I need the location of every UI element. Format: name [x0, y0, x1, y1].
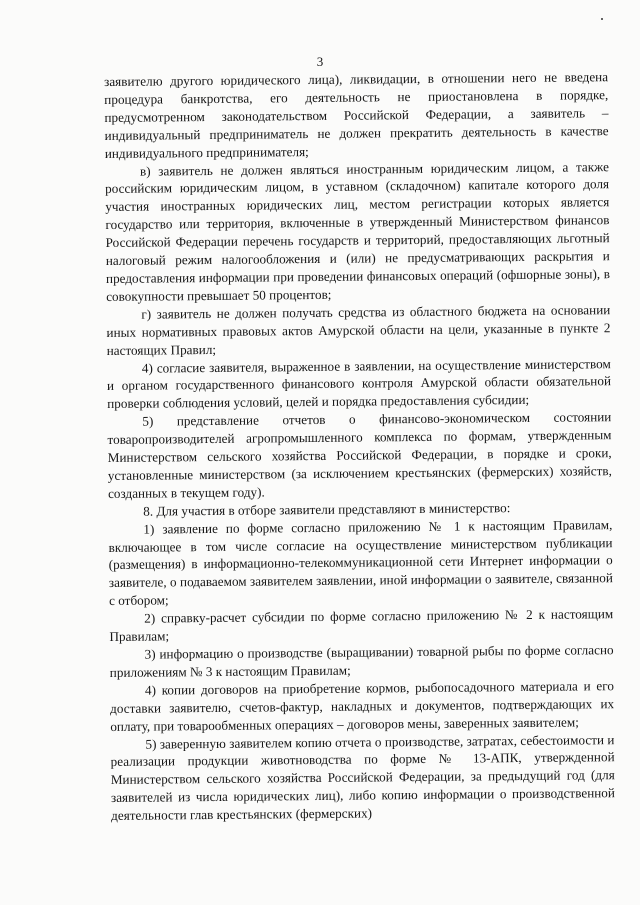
paragraph-g-budget-funds: г) заявитель не должен получать средства из областного бюджета на основании иных нормативных правовых актов Амурской области на цели, указанные в пункте 2 настоящих Правил;	[106, 301, 611, 358]
paragraph-8-heading: 8. Для участия в отборе заявители представляют в министерство:	[143, 499, 511, 519]
paragraph-continuation: заявителю другого юридического лица), ликвидации, в отношении него не введена процедура банкротства, его деятельность не приостановлена в порядке, предусмотренном законодательством Российской Федерации, а заявитель – индивидуальный предприниматель не должен прекратить деятельность в качестве индивидуального предпринимателя;	[104, 69, 609, 161]
paragraph-8-4-contracts: 4) копии договоров на приобретение кормов, рыбопосадочного материала и его доставки заявителю, счетов-фактур, накладных и документов, подтверждающих их оплату, при товарообменных операциях – договоров мены, заверенных заявителем;	[110, 677, 615, 734]
paragraph-8-3-fish-info: 3) информацию о производстве (выращивании) товарной рыбы по форме согласно приложениям № 3 к настоящим Правилам;	[109, 642, 614, 680]
paragraph-4-consent: 4) согласие заявителя, выраженное в заявлении, на осуществление министерством и органом государственного финансового контроля Амурской области обязательной проверки соблюдения условий, целей и порядка предоставления субсидии;	[106, 355, 612, 412]
paragraph-5-reports: 5) представление отчетов о финансово-экономическом состоянии товаропроизводителей агропромышленного комплекса по формам, утвержденным Министерством сельского хозяйства Российской Федерации, в порядке и сроки, установленные министерством (за исключением крестьянских (фермерских) хозяйств, созданных в текущем году).	[107, 409, 612, 501]
paragraph-8-2-calculation: 2) справку-расчет субсидии по форме согласно приложению № 2 к настоящим Правилам;	[109, 606, 614, 645]
paragraph-v-foreign-entity: в) заявитель не должен являться иностранным юридическим лицом, а также российским юридическим лицом, в уставном (складочном) капитале которого доля участия иностранных юридических лиц, местом регистрации которых является государство или территория, включенные в утвержденный Министерством финансов Российской Федерации перечень государств и территорий, предоставляющих льготный налоговый режим налогообложения и (или) не предусматривающих раскрытия и предоставления информации при проведении финансовых операций (офшорные зоны), в совокупности превышает 50 процентов;	[105, 158, 611, 304]
scan-dot	[601, 18, 603, 20]
paragraph-8-1-application: 1) заявление по форме согласно приложению № 1 к настоящим Правилам, включающее в том числе согласие на осуществление министерством публикации (размещения) в информационно-телекоммуникационной сети Интернет информации о заявителе, о подаваемом заявителем заявлении, иной информации о заявителе, связанной с отбором;	[108, 516, 613, 609]
document-body	[104, 68, 615, 825]
paragraph-8-5-report-copy: 5) заверенную заявителем копию отчета о производстве, затратах, себестоимости и реализации продукции животноводства по форме № 13-АПК, утвержденной Министерством сельского хозяйства Российской Федерации, за предыдущий год (для заявителей из числа юридических лиц), либо копию информации о производственной деятельности глав крестьянских (фермерских)	[110, 731, 616, 824]
page-number: 3	[316, 54, 324, 69]
